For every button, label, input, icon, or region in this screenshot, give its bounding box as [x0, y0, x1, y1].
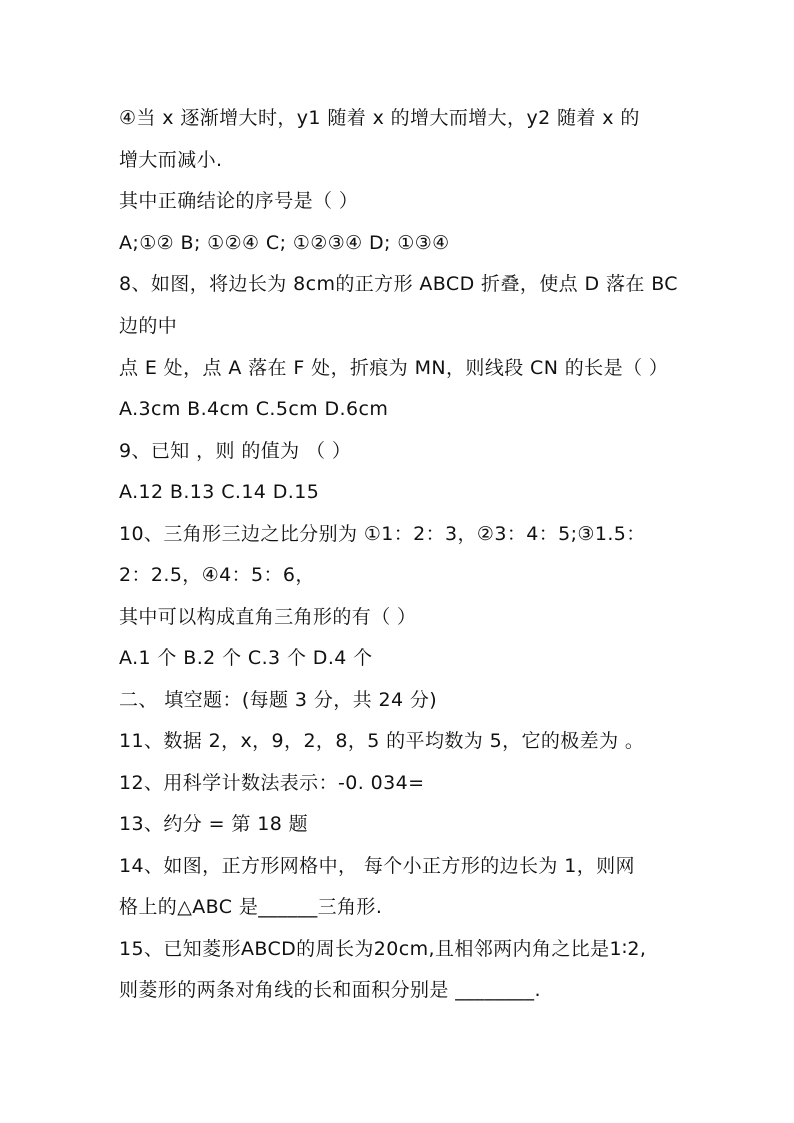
text-line: 格上的△ABC 是______三角形.	[119, 896, 383, 918]
text-line: A.12 B.13 C.14 D.15	[119, 481, 320, 503]
text-line: 11、数据 2，x，9，2，8，5 的平均数为 5，它的极差为 。	[119, 730, 645, 752]
text-line: 2：2.5，④4：5：6，	[119, 564, 315, 586]
text-line: 9、已知 ，则 的值为 （ ）	[119, 440, 352, 462]
text-line: 则菱形的两条对角线的长和面积分别是 ________.	[119, 979, 541, 1001]
text-line: 10、三角形三边之比分别为 ①1：2：3，②3：4：5;③1.5：	[119, 523, 646, 545]
text-line: 13、约分 = 第 18 题	[119, 813, 309, 835]
text-line: 15、已知菱形ABCD的周长为20cm,且相邻两内角之比是1∶2,	[119, 938, 647, 960]
text-line: 点 E 处，点 A 落在 F 处，折痕为 MN，则线段 CN 的长是（ ）	[119, 357, 669, 379]
text-line: 边的中	[119, 315, 178, 337]
text-line: 其中正确结论的序号是（ ）	[119, 190, 359, 212]
text-line: ④当 x 逐渐增大时，y1 随着 x 的增大而增大，y2 随着 x 的	[119, 107, 640, 129]
text-line: A;①② B; ①②④ C; ①②③④ D; ①③④	[119, 232, 450, 254]
text-line: 14、如图，正方形网格中， 每个小正方形的边长为 1，则网	[119, 855, 635, 877]
text-line: 8、如图，将边长为 8cm的正方形 ABCD 折叠，使点 D 落在 BC	[119, 273, 678, 295]
section-heading: 二、 填空题：(每题 3 分，共 24 分)	[119, 689, 438, 711]
text-line: A.3cm B.4cm C.5cm D.6cm	[119, 398, 389, 420]
text-line: 增大而减小.	[119, 149, 223, 171]
text-line: 12、用科学计数法表示：-0. 034=	[119, 772, 425, 794]
text-line: 其中可以构成直角三角形的有（ ）	[119, 606, 417, 628]
text-line: A.1 个 B.2 个 C.3 个 D.4 个	[119, 647, 373, 669]
